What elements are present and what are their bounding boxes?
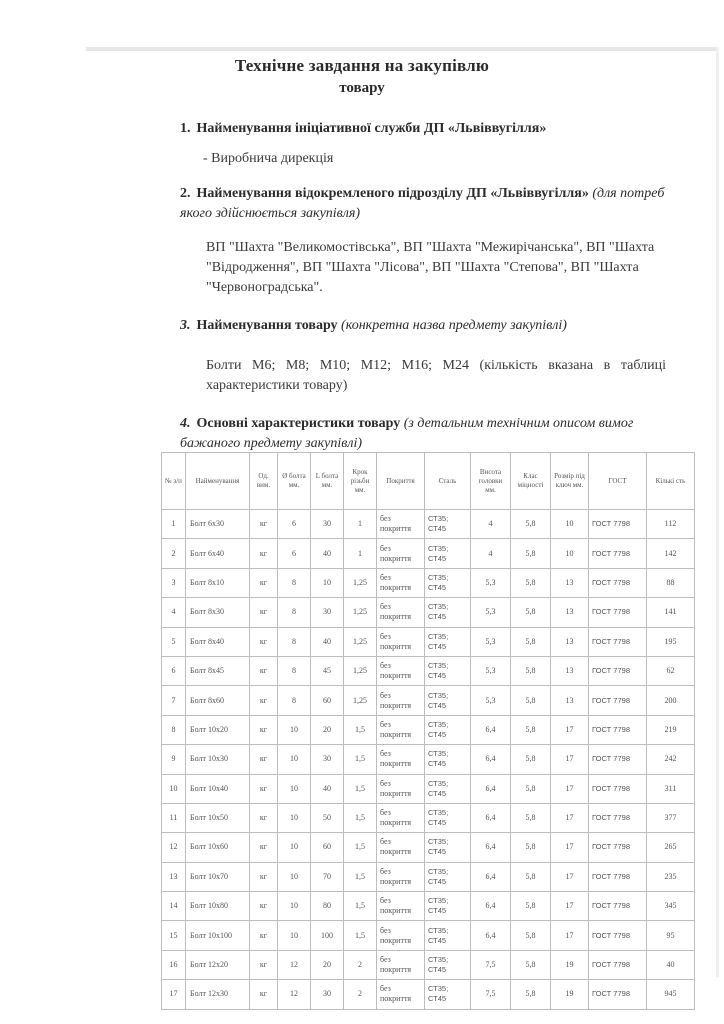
table-cell-class: 5,8: [511, 715, 551, 744]
table-cell-idx: 9: [162, 745, 186, 774]
table-cell-unit: кг: [250, 950, 278, 979]
section-number: 2.: [180, 186, 191, 201]
table-cell-unit: кг: [250, 803, 278, 832]
table-cell-gost: ГОСТ 7798: [589, 656, 647, 685]
table-cell-pitch: 1,5: [344, 803, 377, 832]
table-cell-pitch: 1,25: [344, 656, 377, 685]
table-cell-len: 10: [311, 568, 344, 597]
table-cell-steel: СТ35; СТ45: [425, 803, 471, 832]
table-cell-unit: кг: [250, 921, 278, 950]
table-cell-name: Болт 12х20: [186, 950, 250, 979]
table-cell-unit: кг: [250, 510, 278, 539]
table-cell-key: 13: [551, 598, 589, 627]
section-3-heading: [180, 316, 670, 336]
table-cell-gost: ГОСТ 7798: [589, 598, 647, 627]
table-cell-len: 20: [311, 715, 344, 744]
table-cell-gost: ГОСТ 7798: [589, 686, 647, 715]
column-header: Кількі сть: [647, 453, 695, 510]
table-cell-key: 13: [551, 568, 589, 597]
table-cell-unit: кг: [250, 627, 278, 656]
section-4-heading: [180, 414, 670, 454]
table-cell-class: 5,8: [511, 539, 551, 568]
table-cell-name: Болт 10х30: [186, 745, 250, 774]
table-cell-name: Болт 10х60: [186, 833, 250, 862]
table-row: [162, 774, 695, 803]
table-cell-name: Болт 10х70: [186, 862, 250, 891]
table-cell-unit: кг: [250, 686, 278, 715]
table-row: [162, 833, 695, 862]
table-cell-name: Болт 10х20: [186, 715, 250, 744]
table-cell-qty: 88: [647, 568, 695, 597]
table-cell-unit: кг: [250, 892, 278, 921]
table-cell-name: Болт 10х50: [186, 803, 250, 832]
table-cell-name: Болт 10х40: [186, 774, 250, 803]
table-cell-unit: кг: [250, 980, 278, 1009]
table-cell-gost: ГОСТ 7798: [589, 803, 647, 832]
table-cell-qty: 141: [647, 598, 695, 627]
table-cell-key: 10: [551, 539, 589, 568]
table-cell-head: 7,5: [471, 980, 511, 1009]
table-header-row: [162, 453, 695, 510]
table-cell-key: 17: [551, 803, 589, 832]
table-cell-unit: кг: [250, 833, 278, 862]
table-cell-dia: 8: [278, 656, 311, 685]
table-cell-qty: 40: [647, 950, 695, 979]
table-cell-len: 40: [311, 627, 344, 656]
table-cell-len: 100: [311, 921, 344, 950]
table-cell-name: Болт 8х10: [186, 568, 250, 597]
table-row: [162, 862, 695, 891]
table-cell-gost: ГОСТ 7798: [589, 568, 647, 597]
table-cell-head: 7,5: [471, 950, 511, 979]
table-row: [162, 950, 695, 979]
table-cell-gost: ГОСТ 7798: [589, 715, 647, 744]
table-cell-cover: без покриття: [377, 598, 425, 627]
table-cell-qty: 265: [647, 833, 695, 862]
table-cell-idx: 10: [162, 774, 186, 803]
table-cell-pitch: 2: [344, 980, 377, 1009]
table-cell-pitch: 1: [344, 539, 377, 568]
section-2-body: ВП "Шахта "Великомостівська", ВП "Шахта "Межирічанська", ВП "Шахта "Відродження", ВП "Шахта "Лісова", ВП "Шахта "Степова", ВП "Шахта "Червоноградська".: [206, 240, 655, 295]
table-cell-qty: 142: [647, 539, 695, 568]
table-cell-dia: 8: [278, 686, 311, 715]
table-cell-steel: СТ35; СТ45: [425, 950, 471, 979]
table-cell-cover: без покриття: [377, 568, 425, 597]
table-cell-dia: 6: [278, 539, 311, 568]
table-cell-name: Болт 12х30: [186, 980, 250, 1009]
table-cell-idx: 3: [162, 568, 186, 597]
table-cell-dia: 8: [278, 568, 311, 597]
table-cell-head: 6,4: [471, 803, 511, 832]
table-cell-gost: ГОСТ 7798: [589, 950, 647, 979]
table-cell-head: 4: [471, 510, 511, 539]
table-cell-class: 5,8: [511, 627, 551, 656]
table-cell-pitch: 1,5: [344, 745, 377, 774]
table-cell-key: 17: [551, 774, 589, 803]
table-cell-key: 17: [551, 921, 589, 950]
table-cell-qty: 95: [647, 921, 695, 950]
table-cell-qty: 200: [647, 686, 695, 715]
table-cell-unit: кг: [250, 862, 278, 891]
table-cell-dia: 12: [278, 950, 311, 979]
table-row: [162, 745, 695, 774]
table-cell-class: 5,8: [511, 892, 551, 921]
table-cell-pitch: 2: [344, 950, 377, 979]
table-cell-key: 17: [551, 833, 589, 862]
table-cell-idx: 1: [162, 510, 186, 539]
table-cell-len: 80: [311, 892, 344, 921]
table-cell-key: 13: [551, 686, 589, 715]
section-heading-text: Найменування товару: [196, 318, 338, 333]
table-cell-cover: без покриття: [377, 950, 425, 979]
section-number: 3.: [180, 318, 191, 333]
table-cell-head: 5,3: [471, 686, 511, 715]
table-cell-name: Болт 10х80: [186, 892, 250, 921]
table-cell-head: 5,3: [471, 656, 511, 685]
table-cell-cover: без покриття: [377, 745, 425, 774]
table-cell-gost: ГОСТ 7798: [589, 627, 647, 656]
table-cell-steel: СТ35; СТ45: [425, 774, 471, 803]
table-cell-steel: СТ35; СТ45: [425, 598, 471, 627]
table-cell-pitch: 1,5: [344, 715, 377, 744]
table-cell-head: 5,3: [471, 598, 511, 627]
table-cell-dia: 10: [278, 892, 311, 921]
table-cell-qty: 945: [647, 980, 695, 1009]
section-heading-text: Найменування ініціативної служби ДП «Львіввугілля»: [196, 121, 547, 136]
section-1-heading: [180, 119, 670, 139]
column-header: L болта мм.: [311, 453, 344, 510]
table-row: [162, 656, 695, 685]
document-subtitle: товару: [339, 80, 385, 96]
table-row: [162, 598, 695, 627]
table-cell-idx: 7: [162, 686, 186, 715]
table-cell-head: 6,4: [471, 833, 511, 862]
table-row: [162, 803, 695, 832]
table-cell-pitch: 1,25: [344, 568, 377, 597]
table-cell-pitch: 1,5: [344, 921, 377, 950]
section-number: 1.: [180, 121, 191, 136]
table-cell-len: 30: [311, 598, 344, 627]
table-cell-pitch: 1: [344, 510, 377, 539]
table-cell-pitch: 1,5: [344, 774, 377, 803]
table-cell-cover: без покриття: [377, 803, 425, 832]
table-cell-gost: ГОСТ 7798: [589, 539, 647, 568]
table-row: [162, 980, 695, 1009]
table-cell-head: 6,4: [471, 745, 511, 774]
table-cell-idx: 5: [162, 627, 186, 656]
table-cell-class: 5,8: [511, 745, 551, 774]
table-cell-head: 4: [471, 539, 511, 568]
table-cell-class: 5,8: [511, 568, 551, 597]
table-cell-pitch: 1,5: [344, 892, 377, 921]
section-note: (з детальним технічним описом вимог бажаного предмету закупівлі): [180, 416, 634, 451]
section-note: (для потреб якого здійснюється закупівля): [180, 186, 665, 221]
table-cell-key: 19: [551, 980, 589, 1009]
table-cell-steel: СТ35; СТ45: [425, 510, 471, 539]
scan-top-edge: [86, 47, 716, 51]
table-cell-cover: без покриття: [377, 656, 425, 685]
table-cell-idx: 2: [162, 539, 186, 568]
table-cell-steel: СТ35; СТ45: [425, 980, 471, 1009]
table-cell-dia: 8: [278, 627, 311, 656]
table-cell-gost: ГОСТ 7798: [589, 510, 647, 539]
table-cell-cover: без покриття: [377, 539, 425, 568]
table-cell-steel: СТ35; СТ45: [425, 656, 471, 685]
table-cell-steel: СТ35; СТ45: [425, 686, 471, 715]
table-cell-class: 5,8: [511, 921, 551, 950]
table-cell-cover: без покриття: [377, 627, 425, 656]
scan-right-edge: [716, 47, 719, 977]
table-cell-dia: 10: [278, 774, 311, 803]
table-cell-len: 20: [311, 950, 344, 979]
table-cell-gost: ГОСТ 7798: [589, 892, 647, 921]
table-row: [162, 892, 695, 921]
table-cell-len: 45: [311, 656, 344, 685]
table-cell-cover: без покриття: [377, 921, 425, 950]
table-cell-cover: без покриття: [377, 862, 425, 891]
table-cell-name: Болт 10х100: [186, 921, 250, 950]
table-cell-class: 5,8: [511, 598, 551, 627]
table-cell-unit: кг: [250, 774, 278, 803]
table-cell-len: 30: [311, 745, 344, 774]
table-cell-class: 5,8: [511, 833, 551, 862]
table-cell-unit: кг: [250, 598, 278, 627]
table-cell-key: 17: [551, 892, 589, 921]
table-cell-key: 17: [551, 715, 589, 744]
table-cell-qty: 242: [647, 745, 695, 774]
table-cell-idx: 13: [162, 862, 186, 891]
table-cell-unit: кг: [250, 715, 278, 744]
table-cell-steel: СТ35; СТ45: [425, 539, 471, 568]
table-cell-idx: 14: [162, 892, 186, 921]
table-cell-len: 30: [311, 980, 344, 1009]
table-cell-gost: ГОСТ 7798: [589, 862, 647, 891]
table-cell-steel: СТ35; СТ45: [425, 892, 471, 921]
table-cell-idx: 12: [162, 833, 186, 862]
table-cell-name: Болт 8х30: [186, 598, 250, 627]
table-cell-idx: 17: [162, 980, 186, 1009]
table-cell-qty: 235: [647, 862, 695, 891]
table-cell-cover: без покриття: [377, 774, 425, 803]
table-cell-len: 40: [311, 539, 344, 568]
table-cell-class: 5,8: [511, 980, 551, 1009]
table-cell-idx: 11: [162, 803, 186, 832]
table-cell-steel: СТ35; СТ45: [425, 715, 471, 744]
table-cell-dia: 12: [278, 980, 311, 1009]
column-header: Найменування: [186, 453, 250, 510]
table-cell-class: 5,8: [511, 686, 551, 715]
table-cell-gost: ГОСТ 7798: [589, 745, 647, 774]
table-cell-class: 5,8: [511, 656, 551, 685]
table-cell-dia: 10: [278, 862, 311, 891]
table-cell-idx: 8: [162, 715, 186, 744]
table-row: [162, 686, 695, 715]
table-cell-class: 5,8: [511, 950, 551, 979]
table-cell-head: 6,4: [471, 921, 511, 950]
table-cell-pitch: 1,25: [344, 686, 377, 715]
column-header: Клас міцності: [511, 453, 551, 510]
section-3-body: Болти М6; М8; М10; М12; М16; М24 (кількість вказана в таблиці характеристики товару): [206, 358, 666, 393]
table-cell-head: 6,4: [471, 715, 511, 744]
section-number: 4.: [180, 416, 191, 431]
table-cell-key: 17: [551, 745, 589, 774]
table-cell-name: Болт 6х40: [186, 539, 250, 568]
section-note: (конкретна назва предмету закупівлі): [341, 318, 567, 333]
table-cell-idx: 4: [162, 598, 186, 627]
table-cell-cover: без покриття: [377, 715, 425, 744]
table-cell-cover: без покриття: [377, 833, 425, 862]
table-cell-class: 5,8: [511, 862, 551, 891]
table-cell-key: 13: [551, 627, 589, 656]
table-cell-unit: кг: [250, 568, 278, 597]
table-cell-cover: без покриття: [377, 686, 425, 715]
table-cell-qty: 345: [647, 892, 695, 921]
table-cell-steel: СТ35; СТ45: [425, 568, 471, 597]
table-cell-class: 5,8: [511, 803, 551, 832]
table-cell-steel: СТ35; СТ45: [425, 627, 471, 656]
table-cell-unit: кг: [250, 656, 278, 685]
section-heading-text: Найменування відокремленого підрозділу ДП «Львіввугілля»: [196, 186, 589, 201]
table-cell-len: 60: [311, 686, 344, 715]
table-row: [162, 715, 695, 744]
characteristics-table: [161, 452, 695, 1010]
table-cell-len: 70: [311, 862, 344, 891]
table-cell-class: 5,8: [511, 774, 551, 803]
table-cell-idx: 16: [162, 950, 186, 979]
table-cell-key: 10: [551, 510, 589, 539]
column-header: ГОСТ: [589, 453, 647, 510]
document-title: Технічне завдання на закупівлю: [234, 56, 490, 75]
table-cell-steel: СТ35; СТ45: [425, 862, 471, 891]
table-cell-steel: СТ35; СТ45: [425, 921, 471, 950]
table-cell-name: Болт 8х40: [186, 627, 250, 656]
table-cell-head: 6,4: [471, 892, 511, 921]
table-cell-steel: СТ35; СТ45: [425, 833, 471, 862]
table-cell-idx: 15: [162, 921, 186, 950]
table-cell-name: Болт 8х60: [186, 686, 250, 715]
table-cell-dia: 10: [278, 921, 311, 950]
table-cell-qty: 377: [647, 803, 695, 832]
table-cell-qty: 195: [647, 627, 695, 656]
column-header: Од. вим.: [250, 453, 278, 510]
column-header: Крок різьби мм.: [344, 453, 377, 510]
table-cell-idx: 6: [162, 656, 186, 685]
table-cell-pitch: 1,5: [344, 833, 377, 862]
table-cell-head: 6,4: [471, 862, 511, 891]
table-cell-pitch: 1,25: [344, 598, 377, 627]
table-cell-cover: без покриття: [377, 980, 425, 1009]
table-cell-dia: 10: [278, 715, 311, 744]
table-cell-len: 60: [311, 833, 344, 862]
table-cell-head: 6,4: [471, 774, 511, 803]
table-row: [162, 510, 695, 539]
table-cell-gost: ГОСТ 7798: [589, 921, 647, 950]
table-cell-gost: ГОСТ 7798: [589, 774, 647, 803]
table-cell-len: 50: [311, 803, 344, 832]
table-cell-dia: 8: [278, 598, 311, 627]
table-cell-len: 40: [311, 774, 344, 803]
table-cell-len: 30: [311, 510, 344, 539]
table-cell-qty: 219: [647, 715, 695, 744]
table-cell-dia: 10: [278, 745, 311, 774]
table-cell-qty: 311: [647, 774, 695, 803]
table-cell-steel: СТ35; СТ45: [425, 745, 471, 774]
table-row: [162, 921, 695, 950]
column-header: Сталь: [425, 453, 471, 510]
table-cell-cover: без покриття: [377, 510, 425, 539]
table-cell-qty: 62: [647, 656, 695, 685]
table-cell-key: 17: [551, 862, 589, 891]
table-body: [162, 510, 695, 1010]
column-header: Висота головки мм.: [471, 453, 511, 510]
section-1-item: - Виробнича дирекція: [203, 151, 334, 166]
table-cell-gost: ГОСТ 7798: [589, 833, 647, 862]
table-cell-name: Болт 6х30: [186, 510, 250, 539]
table-cell-unit: кг: [250, 539, 278, 568]
table-row: [162, 568, 695, 597]
column-header: Розмір під ключ мм.: [551, 453, 589, 510]
table-cell-head: 5,3: [471, 627, 511, 656]
table-cell-dia: 10: [278, 833, 311, 862]
table-cell-pitch: 1,25: [344, 627, 377, 656]
table-cell-unit: кг: [250, 745, 278, 774]
section-heading-text: Основні характеристики товару: [196, 416, 401, 431]
table-row: [162, 539, 695, 568]
column-header: № з/п: [162, 453, 186, 510]
table-row: [162, 627, 695, 656]
column-header: Покриття: [377, 453, 425, 510]
table-cell-head: 5,3: [471, 568, 511, 597]
table-cell-class: 5,8: [511, 510, 551, 539]
section-2-heading: [180, 184, 670, 224]
table-cell-key: 13: [551, 656, 589, 685]
table-cell-cover: без покриття: [377, 892, 425, 921]
table-cell-gost: ГОСТ 7798: [589, 980, 647, 1009]
table-cell-pitch: 1,5: [344, 862, 377, 891]
table-cell-qty: 112: [647, 510, 695, 539]
table-cell-dia: 10: [278, 803, 311, 832]
column-header: Ø болта мм.: [278, 453, 311, 510]
table-cell-dia: 6: [278, 510, 311, 539]
table-cell-key: 19: [551, 950, 589, 979]
table-cell-name: Болт 8х45: [186, 656, 250, 685]
